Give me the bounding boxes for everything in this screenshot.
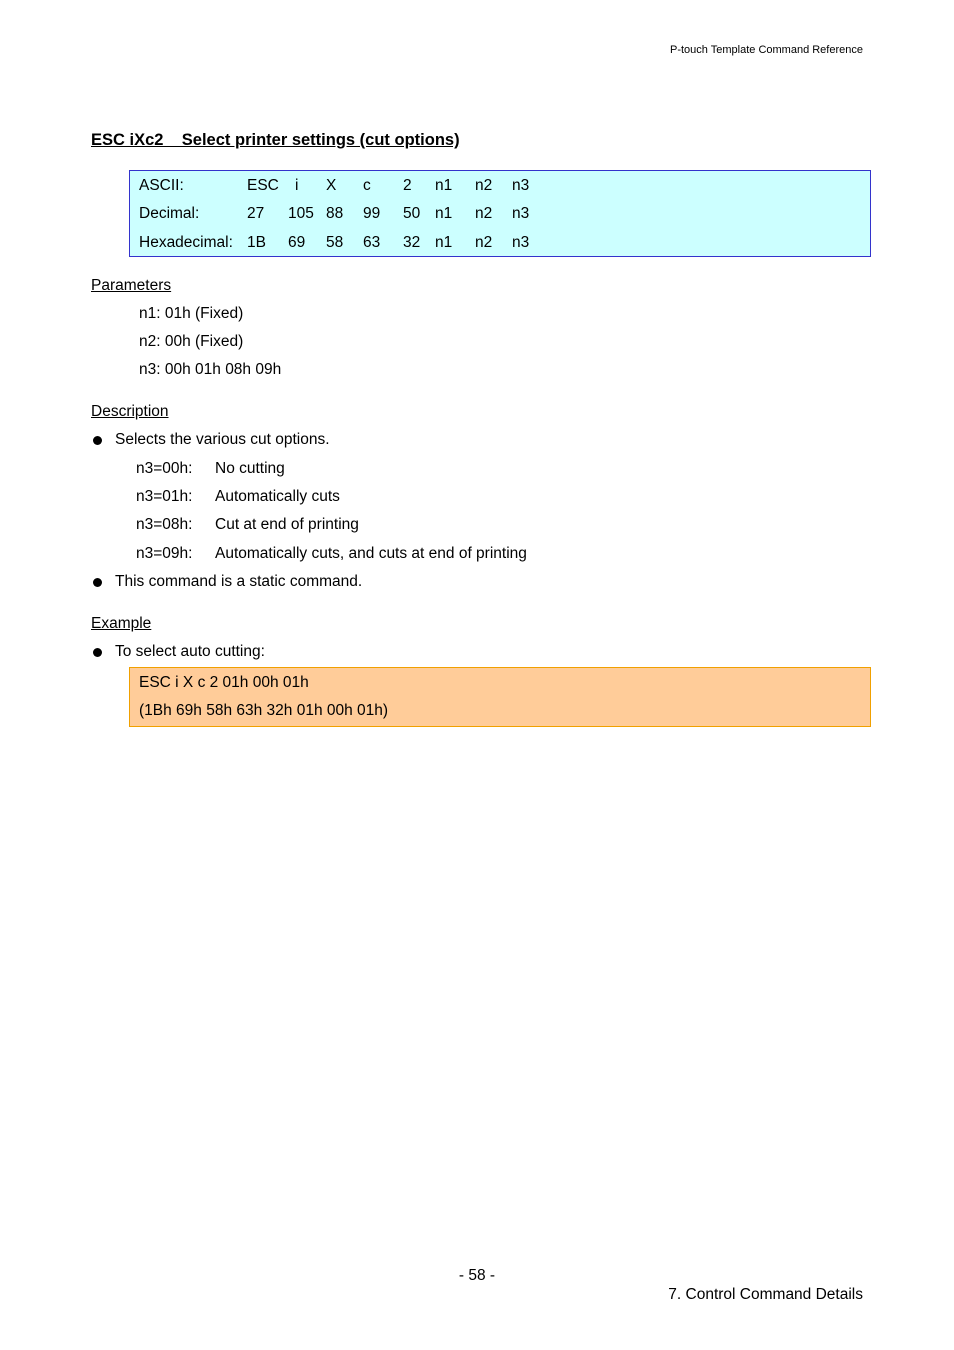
parameter-item: n1: 01h (Fixed) bbox=[139, 305, 244, 322]
option-key: n3=08h: bbox=[136, 516, 193, 533]
footer-section: 7. Control Command Details bbox=[668, 1286, 863, 1303]
cell: c bbox=[363, 177, 371, 194]
cell: 63 bbox=[363, 234, 381, 251]
cell: X bbox=[326, 177, 337, 194]
parameter-item: n3: 00h 01h 08h 09h bbox=[139, 361, 282, 378]
cell: ESC bbox=[247, 177, 279, 194]
command-table bbox=[129, 170, 871, 257]
cell: 27 bbox=[247, 205, 265, 222]
cell: n1 bbox=[435, 234, 453, 251]
bullet-icon bbox=[93, 436, 102, 445]
parameters-heading: Parameters bbox=[91, 277, 172, 294]
option-key: n3=09h: bbox=[136, 545, 193, 562]
row-label: ASCII: bbox=[139, 177, 184, 194]
cell: 58 bbox=[326, 234, 344, 251]
cell: i bbox=[295, 177, 299, 194]
description-heading: Description bbox=[91, 403, 169, 420]
cell: n3 bbox=[512, 205, 530, 222]
bullet-icon bbox=[93, 578, 102, 587]
cell: 2 bbox=[403, 177, 412, 194]
cell: n3 bbox=[512, 177, 530, 194]
row-label: Decimal: bbox=[139, 205, 200, 222]
example-code-line: (1Bh 69h 58h 63h 32h 01h 00h 01h) bbox=[139, 702, 389, 719]
cell: 99 bbox=[363, 205, 381, 222]
header-reference: P-touch Template Command Reference bbox=[669, 44, 863, 56]
cell: 69 bbox=[288, 234, 306, 251]
cell: 1B bbox=[247, 234, 266, 251]
description-bullet-text: Selects the various cut options. bbox=[115, 431, 330, 448]
cell: 50 bbox=[403, 205, 421, 222]
example-bullet-text: To select auto cutting: bbox=[115, 643, 265, 660]
cell: n3 bbox=[512, 234, 530, 251]
page-title: ESC iXc2 Select printer settings (cut options) bbox=[91, 131, 460, 149]
example-code-box bbox=[129, 667, 871, 727]
cell: n2 bbox=[475, 177, 493, 194]
cell: n1 bbox=[435, 177, 453, 194]
option-key: n3=01h: bbox=[136, 488, 193, 505]
option-value: Automatically cuts, and cuts at end of printing bbox=[215, 545, 527, 562]
cell: n2 bbox=[475, 205, 493, 222]
option-value: Automatically cuts bbox=[215, 488, 340, 505]
cell: n2 bbox=[475, 234, 493, 251]
example-code-line: ESC i X c 2 01h 00h 01h bbox=[139, 674, 309, 691]
cell: 105 bbox=[288, 205, 314, 222]
cell: n1 bbox=[435, 205, 453, 222]
option-value: No cutting bbox=[215, 460, 285, 477]
option-key: n3=00h: bbox=[136, 460, 193, 477]
page-number: - 58 - bbox=[458, 1267, 496, 1284]
cell: 32 bbox=[403, 234, 421, 251]
description-bullet-text: This command is a static command. bbox=[115, 573, 363, 590]
cell: 88 bbox=[326, 205, 344, 222]
example-heading: Example bbox=[91, 615, 152, 632]
row-label: Hexadecimal: bbox=[139, 234, 233, 251]
parameter-item: n2: 00h (Fixed) bbox=[139, 333, 244, 350]
bullet-icon bbox=[93, 648, 102, 657]
option-value: Cut at end of printing bbox=[215, 516, 359, 533]
